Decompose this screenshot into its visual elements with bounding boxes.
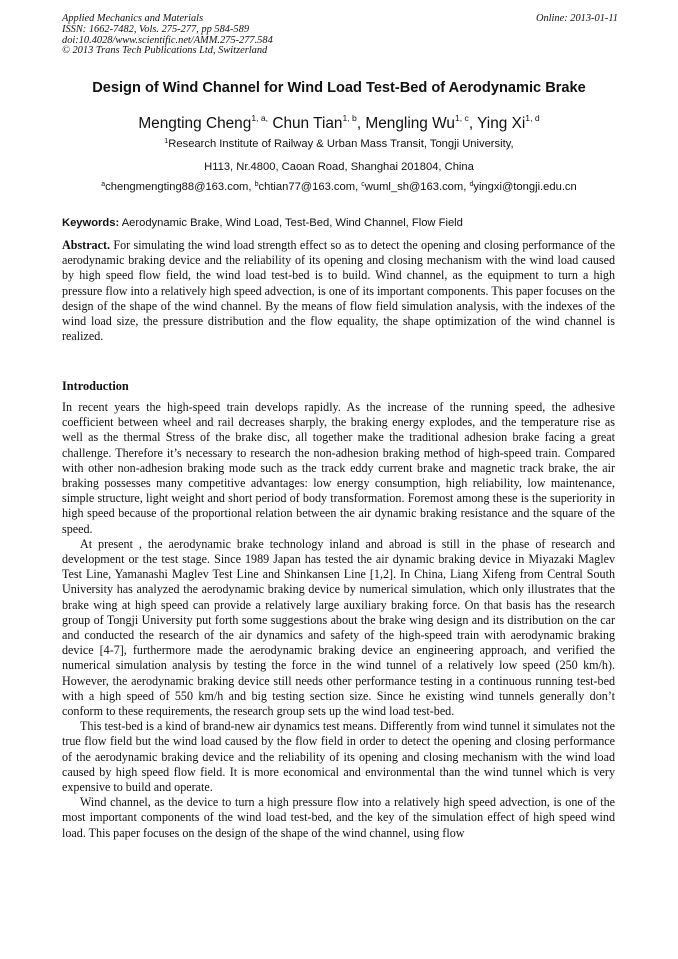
- keywords-label: Keywords:: [62, 217, 120, 229]
- abstract: [62, 238, 615, 344]
- email-address[interactable]: yingxi@tongji.edu.cn: [473, 181, 577, 193]
- keywords-text: Aerodynamic Brake, Wind Load, Test-Bed, Wind Channel, Flow Field: [121, 217, 463, 229]
- paper-title: Design of Wind Channel for Wind Load Test-Bed of Aerodynamic Brake: [92, 80, 586, 96]
- author-affiliation-sup: 1, d: [525, 113, 540, 123]
- author-affiliation-sup: 1, b: [342, 113, 357, 123]
- online-date: Online: 2013-01-11: [535, 13, 618, 24]
- issn-line: ISSN: 1662-7482, Vols. 275-277, pp 584-589: [62, 23, 250, 35]
- author-name: Mengting Cheng: [138, 115, 252, 132]
- intro-paragraph-3: This test-bed is a kind of brand-new air dynamics test means. Differently from wind tunnel it simulates not the true flow field but the wind load caused by the flow field in order to detect the opening and closing performance of the aerodynamic braking device and the reliability of its opening and closing mechanism with the wind load caused by high speed flow field. It is more economical and environmental than the wind tunnel which is very expensive to build and operate.: [62, 719, 615, 795]
- email-list: $^a$chengmengting88@163.com, $^b$chtian77@163.com, $^c$wuml_sh@163.com, $^d$yingxi@tongji.edu.cn: [101, 181, 577, 193]
- section-heading-introduction: Introduction: [62, 379, 129, 393]
- email-sup: c: [361, 181, 365, 188]
- email-address[interactable]: chengmengting88@163.com: [105, 181, 249, 193]
- author-name: Chun Tian: [272, 115, 343, 132]
- affiliation-text: Research Institute of Railway & Urban Mass Transit, Tongji University,: [168, 138, 514, 150]
- copyright-line: © 2013 Trans Tech Publications Ltd, Switzerland: [62, 45, 268, 57]
- abstract-label: Abstract.: [62, 238, 111, 252]
- keywords: [62, 217, 618, 229]
- affiliation-sup: 1: [164, 138, 169, 145]
- intro-paragraph-1: In recent years the high-speed train develops rapidly. As the increase of the running speed, the adhesive coefficient between wheel and rail decreases sharply, the braking energy explodes, and the temperature rise as well as the thermal Stress of the brake disc, all together make the traditional adhesion brake facing a great challenge. Therefore it’s necessary to research the non-adhesion braking method of high-speed train. Compared with other non-adhesion braking mode such as the track eddy current brake and magnetic track brake, the air braking possesses many competitive advantages: low energy consumption, high reliability, low maintenance, simple structure, light weight and short period of body transformation. Foremost among these is the superiority in high speed because of the proportional relation between the air dynamic braking resistance and the square of the speed.: [62, 400, 615, 536]
- affiliation-line-2: H113, Nr.4800, Caoan Road, Shanghai 201804, China: [204, 161, 474, 173]
- introduction-body: [62, 400, 615, 841]
- email-sup: a: [101, 181, 106, 188]
- author-affiliation-sup: 1, c: [454, 113, 469, 123]
- email-address[interactable]: wuml_sh@163.com: [364, 181, 464, 193]
- author-name: Mengling Wu: [365, 115, 455, 132]
- abstract-text: For simulating the wind load strength effect so as to detect the opening and closing performance of the aerodynamic braking device and the reliability of its opening and closing mechanism with the wind load caused by high speed flow field, the wind load test-bed is to build. Wind channel, as the equipment to turn a high pressure flow into a relatively high speed advection, is one of its important components. This paper focuses on the design of the shape of the wind channel. By the means of flow field simulation analysis, with the indexes of the wind load size, the pressure distribution and the flow equality, the shape optimization of the wind channel is realized.: [62, 238, 615, 344]
- journal-header: [62, 14, 618, 57]
- email-address[interactable]: chtian77@163.com: [258, 181, 356, 193]
- affiliation-line-1: [0, 138, 678, 150]
- intro-paragraph-4: Wind channel, as the device to turn a high pressure flow into a relatively high speed advection, is one of the most important components of the wind load test-bed, and the key of the simulation effect of high speed wind load. This paper focuses on the design of the shape of the wind channel, using flow: [62, 795, 615, 840]
- intro-paragraph-2: At present , the aerodynamic brake technology inland and abroad is still in the phase of research and development or the test stage. Since 1989 Japan has tested the air dynamic braking device in Miyazaki Maglev Test Line, Yamanashi Maglev Test Line and Shinkansen Line [1,2]. In China, Liang Xifeng from Central South University has analyzed the aerodynamic braking device by numerical simulation, which only illustrates that the brake wing at high speed can provide a relatively large auxiliary braking force. On that basis has the research group of Tongji University put forth some suggestions about the brake wing design and its distribution on the car and conducted the research of the air dynamics and safety of the high-speed train with aerodynamic braking device [4-7], furthermore made the aerodynamic braking device an engineering approach, and verified the numerical simulation analysis by testing the force in the wind tunnel of a relatively low speed (250 km/h). However, the aerodynamic braking device still needs other performance testing in a continuous running test-bed with a high speed of 550 km/h and big testing section size. Since he existing wind tunnels generally don’t conform to these requirements, the research group sets up the wind load test-bed.: [62, 536, 615, 719]
- author-name: Ying Xi: [477, 115, 526, 132]
- email-sup: b: [254, 181, 259, 188]
- doi-line: doi:10.4028/www.scientific.net/AMM.275-277.584: [62, 34, 273, 46]
- author-list: Mengting Cheng$^{1, a,}$ Chun Tian$^{1, b}$, Mengling Wu$^{1, c}$, Ying Xi$^{1, d}$: [138, 113, 540, 132]
- email-sup: d: [469, 181, 474, 188]
- author-affiliation-sup: 1, a,: [251, 113, 269, 123]
- journal-name: Applied Mechanics and Materials: [62, 13, 204, 24]
